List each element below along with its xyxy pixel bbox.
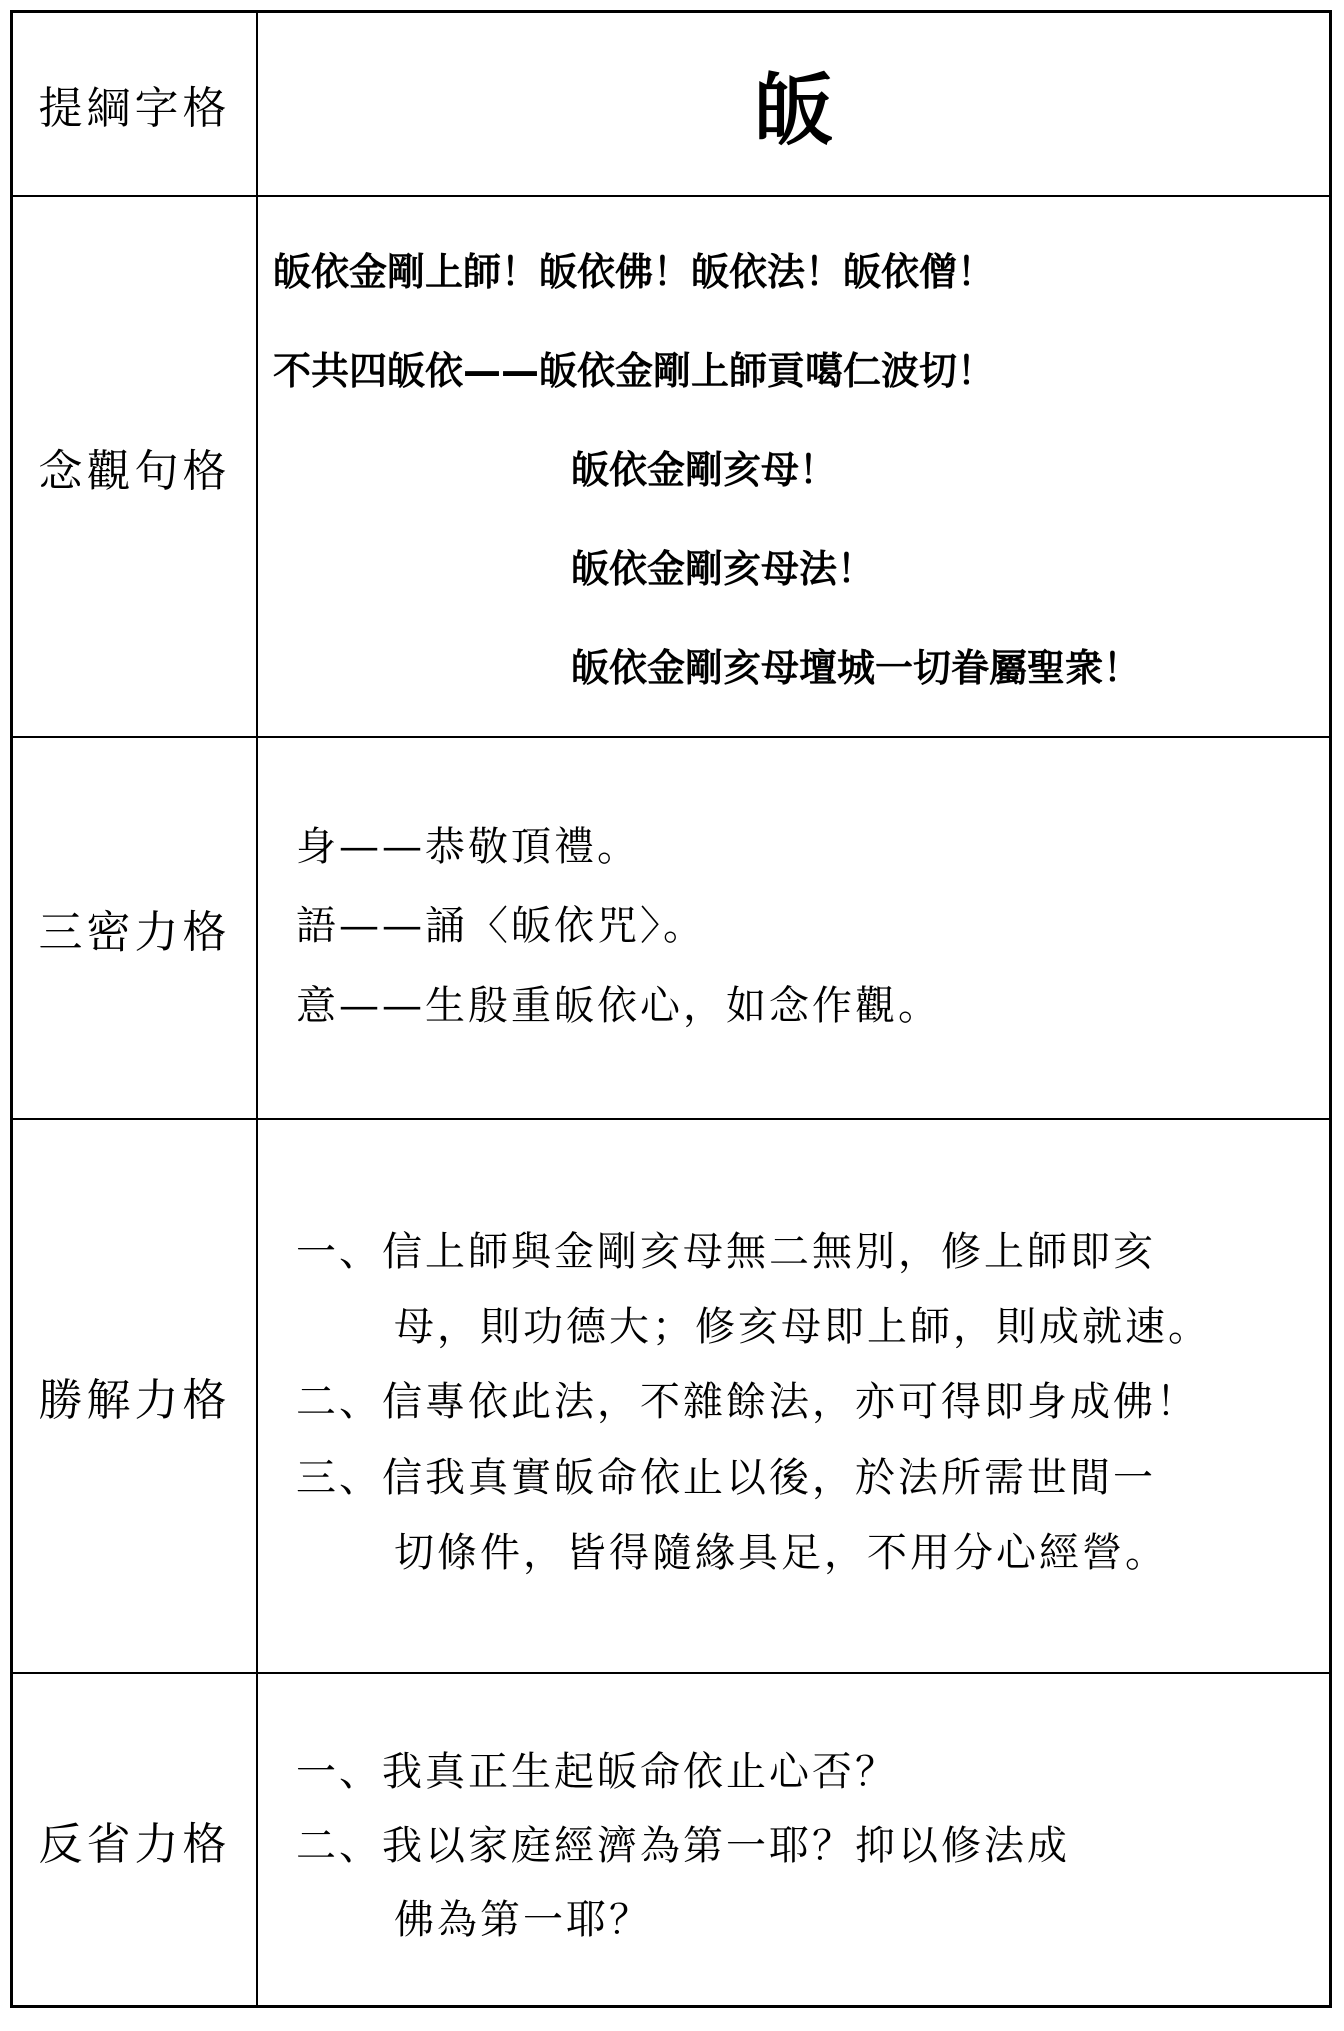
row-three-secrets (13, 738, 1329, 1120)
understanding-line-1-cont: 母，則功德大；修亥母即上師，則成就速。 (394, 1304, 1211, 1350)
row-recitation (13, 197, 1329, 738)
cell-title (258, 13, 1329, 195)
secrets-line-speech: 語——誦〈皈依咒〉。 (296, 903, 706, 949)
label-reflection: 反省力格 (13, 1674, 258, 2005)
understanding-line-3-cont: 切條件，皆得隨緣具足，不用分心經營。 (394, 1530, 1168, 1576)
reflection-line-2: 二、我以家庭經濟為第一耶？抑以修法成 (296, 1823, 1070, 1869)
row-understanding (13, 1120, 1329, 1674)
cell-understanding (258, 1120, 1329, 1672)
cell-three-secrets (258, 738, 1329, 1118)
recitation-line-3: 皈依金剛亥母！ (571, 448, 838, 492)
understanding-line-3: 三、信我真實皈命依止以後，於法所需世間一 (296, 1455, 1156, 1501)
recitation-line-4: 皈依金剛亥母法！ (571, 547, 876, 591)
recitation-line-2: 不共四皈依——皈依金剛上師貢噶仁波切！ (273, 349, 996, 393)
row-header (13, 13, 1329, 197)
understanding-line-2: 二、信專依此法，不雜餘法，亦可得即身成佛！ (296, 1379, 1199, 1425)
recitation-line-1: 皈依金剛上師！皈依佛！皈依法！皈依僧！ (273, 250, 996, 294)
refuge-practice-table (10, 10, 1332, 2008)
understanding-line-1: 一、信上師與金剛亥母無二無別，修上師即亥 (296, 1229, 1156, 1275)
reflection-line-2-cont: 佛為第一耶？ (394, 1897, 652, 1943)
recitation-line-5: 皈依金剛亥母壇城一切眷屬聖衆！ (571, 646, 1142, 690)
cell-recitation (258, 197, 1329, 736)
reflection-line-1: 一、我真正生起皈命依止心否？ (296, 1749, 898, 1795)
label-understanding: 勝解力格 (13, 1120, 258, 1672)
row-reflection (13, 1674, 1329, 2005)
secrets-line-body: 身——恭敬頂禮。 (296, 824, 640, 870)
secrets-line-mind: 意——生殷重皈依心，如念作觀。 (296, 983, 941, 1029)
label-outline-char: 提綱字格 (13, 13, 258, 195)
cell-reflection (258, 1674, 1329, 2005)
label-recitation: 念觀句格 (13, 197, 258, 736)
title-character: 皈 (754, 65, 833, 156)
label-three-secrets: 三密力格 (13, 738, 258, 1118)
